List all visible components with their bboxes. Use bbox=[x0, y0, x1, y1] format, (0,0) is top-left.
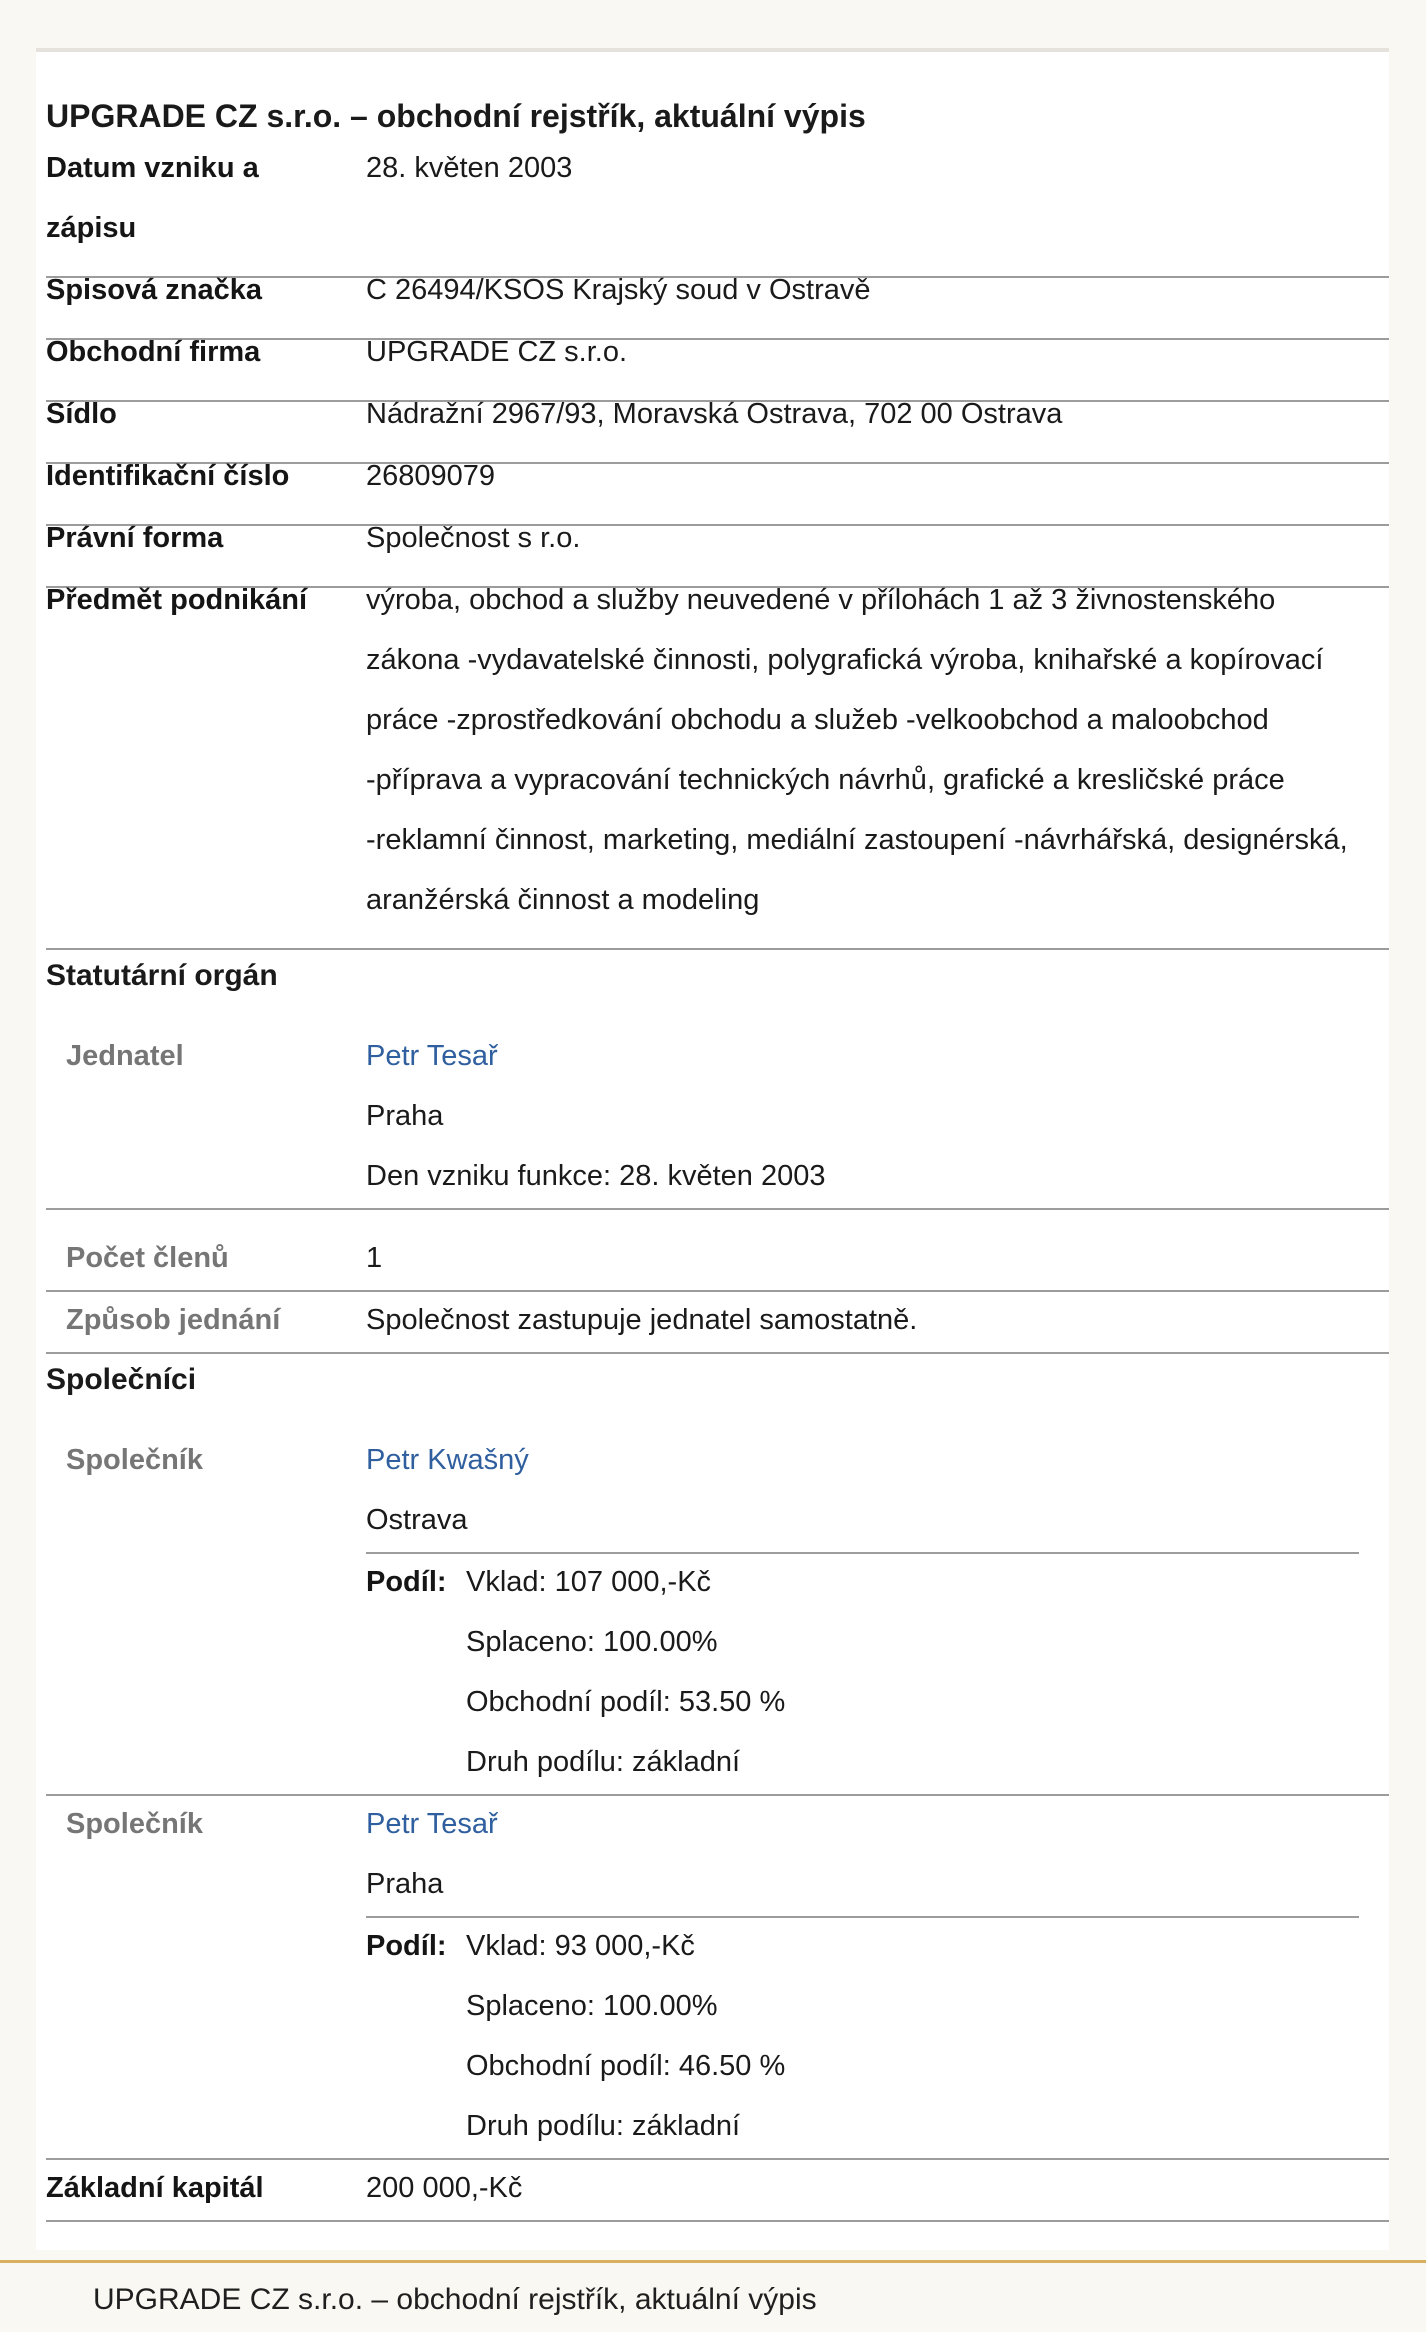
pocet-label: Počet členů bbox=[66, 1242, 229, 1274]
spolecnik-label: Společník bbox=[66, 1808, 203, 1840]
divider bbox=[46, 1794, 1389, 1796]
predmet-line: -reklamní činnost, marketing, mediální zastoupení -návrhářská, designérská, bbox=[366, 824, 1348, 856]
ico-label: Identifikační číslo bbox=[46, 460, 290, 492]
footer-text: UPGRADE CZ s.r.o. – obchodní rejstřík, aktuální výpis bbox=[93, 2283, 817, 2316]
forma-label: Právní forma bbox=[46, 522, 224, 554]
podil-label: Podíl: bbox=[366, 1566, 447, 1598]
jednatel-label: Jednatel bbox=[66, 1040, 184, 1072]
page-title: UPGRADE CZ s.r.o. – obchodní rejstřík, aktuální výpis bbox=[46, 98, 866, 134]
section-heading-spolecnici: Společníci bbox=[46, 1363, 197, 1396]
firma-label: Obchodní firma bbox=[46, 336, 261, 368]
jednatel-since: Den vzniku funkce: 28. květen 2003 bbox=[366, 1160, 826, 1192]
jednatel-name-link[interactable]: Petr Tesař bbox=[366, 1040, 498, 1072]
datum-label: Datum vzniku a bbox=[46, 152, 259, 184]
druh-podilu-value: Druh podílu: základní bbox=[466, 1746, 741, 1778]
spolecnik-name-link[interactable]: Petr Kwašný bbox=[366, 1444, 529, 1476]
divider bbox=[46, 1208, 1389, 1210]
obchodni-podil-value: Obchodní podíl: 53.50 % bbox=[466, 1686, 786, 1718]
forma-value: Společnost s r.o. bbox=[366, 522, 581, 554]
spisova-value: C 26494/KSOS Krajský soud v Ostravě bbox=[366, 274, 871, 306]
vklad-value: Vklad: 93 000,-Kč bbox=[466, 1930, 695, 1962]
datum-value: 28. květen 2003 bbox=[366, 152, 573, 184]
splaceno-value: Splaceno: 100.00% bbox=[466, 1990, 718, 2022]
predmet-label: Předmět podnikání bbox=[46, 584, 308, 616]
druh-podilu-value: Druh podílu: základní bbox=[466, 2110, 741, 2142]
divider bbox=[46, 524, 1389, 526]
obchodni-podil-value: Obchodní podíl: 46.50 % bbox=[466, 2050, 786, 2082]
spolecnik-label: Společník bbox=[66, 1444, 203, 1476]
spolecnik-city: Praha bbox=[366, 1868, 444, 1900]
divider bbox=[46, 2220, 1389, 2222]
podil-label: Podíl: bbox=[366, 1930, 447, 1962]
pocet-value: 1 bbox=[366, 1242, 383, 1274]
kapital-value: 200 000,-Kč bbox=[366, 2172, 523, 2204]
zpusob-value: Společnost zastupuje jednatel samostatně. bbox=[366, 1304, 918, 1336]
spolecnik-city: Ostrava bbox=[366, 1504, 468, 1536]
predmet-line: výroba, obchod a služby neuvedené v přílohách 1 až 3 živnostenského bbox=[366, 584, 1276, 616]
vklad-value: Vklad: 107 000,-Kč bbox=[466, 1566, 712, 1598]
datum-label-cont: zápisu bbox=[46, 212, 137, 244]
section-heading-statutarni: Statutární orgán bbox=[46, 959, 278, 992]
divider bbox=[46, 1352, 1389, 1354]
sidlo-label: Sídlo bbox=[46, 398, 117, 430]
zpusob-label: Způsob jednání bbox=[66, 1304, 281, 1336]
predmet-line: -příprava a vypracování technických návrhů, grafické a kresličské práce bbox=[366, 764, 1285, 796]
spolecnik-name-link[interactable]: Petr Tesař bbox=[366, 1808, 498, 1840]
predmet-line: práce -zprostředkování obchodu a služeb -velkoobchod a maloobchod bbox=[366, 704, 1269, 736]
spisova-label: Spisová značka bbox=[46, 274, 262, 306]
jednatel-city: Praha bbox=[366, 1100, 444, 1132]
firma-value: UPGRADE CZ s.r.o. bbox=[366, 336, 628, 368]
sidlo-value: Nádražní 2967/93, Moravská Ostrava, 702 00 Ostrava bbox=[366, 398, 1063, 430]
splaceno-value: Splaceno: 100.00% bbox=[466, 1626, 718, 1658]
kapital-label: Základní kapitál bbox=[46, 2172, 264, 2204]
register-extract bbox=[36, 48, 1389, 2250]
predmet-line: aranžérská činnost a modeling bbox=[366, 884, 760, 916]
ico-value: 26809079 bbox=[366, 460, 496, 492]
page-footer bbox=[0, 2260, 1426, 2332]
predmet-line: zákona -vydavatelské činnosti, polygrafická výroba, knihařské a kopírovací bbox=[366, 644, 1324, 676]
